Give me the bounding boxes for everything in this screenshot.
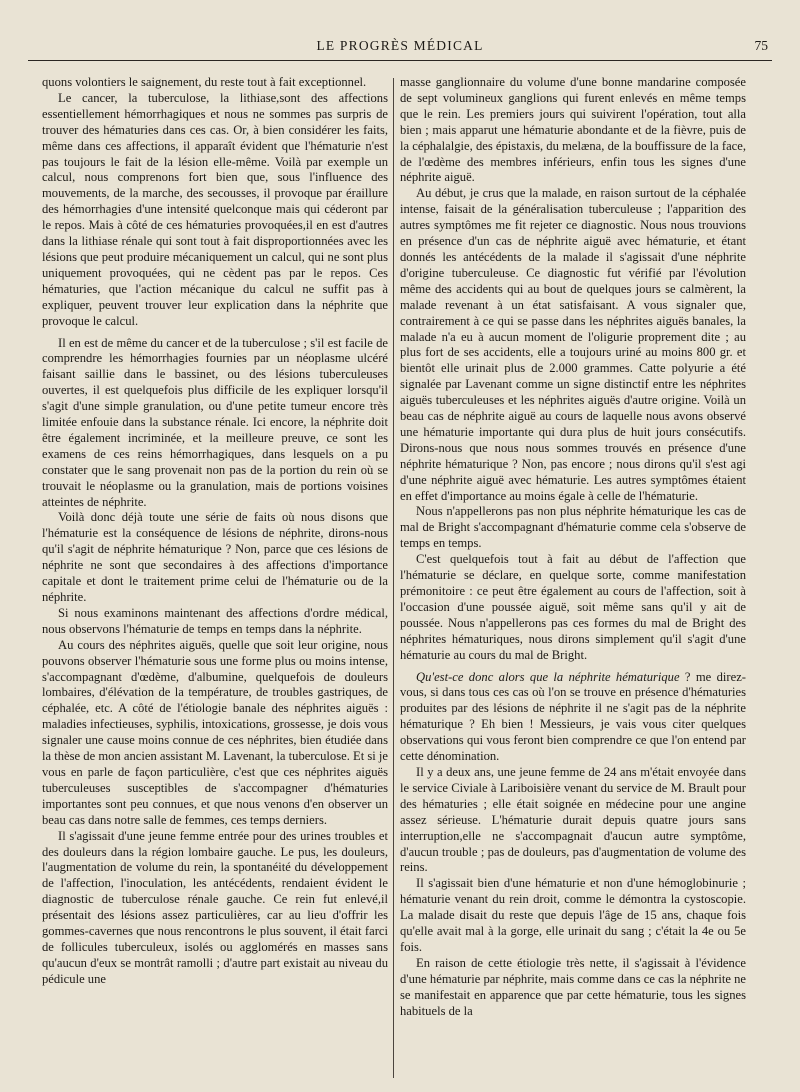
- paragraph: masse ganglionnaire du volume d'une bonne mandarine composée de sept volumineux ganglions qui furent enlevés en même temps que le rein. Les premiers jours qui suivirent l'opération, tout alla bien ; mais apparut une hématurie abondante et de la fièvre, puis de la céphalalgie, des épistaxis, du melæna, de la bouffissure de la face, de l'œdème des membres inférieurs, enfin tous les signes d'une néphrite aiguë.: [400, 75, 746, 185]
- right-column: [400, 75, 746, 1080]
- paragraph: Il y a deux ans, une jeune femme de 24 ans m'était envoyée dans le service Civiale à Lariboisière venant du service de M. Brault pour des hématuries ; elle était soignée en médecine pour une angine assez sérieuse. L'hématurie durait depuis quatre jours sans interruption,elle ne s'accompagnait d'aucun autre symptôme, d'aucun trouble ; pas de douleurs, pas d'augmentation de volume des reins.: [400, 764, 746, 875]
- paragraph: Voilà donc déjà toute une série de faits où nous disons que l'hématurie est la conséquence de lésions de néphrite, dirons-nous qu'il s'agit de néphrite hématurique ? Non, parce que ces lésions de néphrite ne sont que secondaires à des affections d'importance capitale et dont le traitement prime celui de l'hématurie ou de la néphrite.: [42, 510, 388, 604]
- journal-title: LE PROGRÈS MÉDICAL: [316, 38, 484, 53]
- paragraph-rest: ? me direz-vous, si dans tous ces cas où l'on se trouve en présence d'hématuries produites par des lésions de néphrite il ne s'agit pas de la néphrite hématurique ? Eh bien ! Messieurs, je vais vous citer quelques observations qui vous feront bien comprendre ce que l'on entend par cette dénomination.: [400, 669, 746, 764]
- paragraph: Au début, je crus que la malade, en raison surtout de la céphalée intense, faisait de la généralisation tuberculeuse ; l'apparition des autres symptômes me fit rejeter ce diagnostic. Nous nous trouvions en présence d'un cas de néphrite aiguë avec hématurie, et étant donnés les antécédents de la malade il s'agissait d'une néphrite d'origine tuberculeuse. Ce diagnostic fut vérifié par l'évolution même des accidents qui au bout de quelques jours se calmèrent, la malade revenant à un état satisfaisant. A vous signaler que, contrairement à ce qui se passe dans les néphrites aiguës banales, la malade n'a eu à aucun moment de l'oligurie proprement dite ; au plus fort de ses accidents, elle a toujours uriné au moins 800 gr. et bientôt elle urinait plus de 2.000 grammes. Catte polyurie a été signalée par Lavenant comme un signe distinctif entre les néphrites aiguës tuberculeuses et les néphrites aiguës d'autre origine. Voilà un beau cas de néphrite aiguë au cours de laquelle nous avons observé une hématurie importante qui dura plus de huit jours consécutifs. Dirons-nous que nous nous sommes trouvés en présence d'une néphrite hématurique ? Non, pas encore ; nous dirons qu'il s'est agi d'une néphrite aiguë avec hématurie. Les autres symptômes étaient en effet d'importance au moins égale à celle de l'hématurie.: [400, 186, 746, 503]
- paragraph: Il s'agissait d'une jeune femme entrée pour des urines troubles et des douleurs dans la région lombaire gauche. Le pus, les douleurs, l'augmentation de volume du rein, la spontanéité du développement de l'affection, l'inoculation, les antécédents, rendaient évident le diagnostic de tuberculose rénale gauche. Ce rein fut enlevé,il présentait des lésions assez particulières, car au lieu d'offrir les gommes-cavernes que nous rencontrons le plus souvent, il était farci de follicules tuberculeux, isolés ou agglomérés en masses sans qu'aucun d'eux se montrât ramolli ; d'autre part existait au niveau du pédicule une: [42, 828, 388, 986]
- italic-question: Qu'est-ce donc alors que la néphrite hématurique: [416, 669, 680, 684]
- paragraph: quons volontiers le saignement, du reste tout à fait exceptionnel.: [42, 75, 367, 89]
- paragraph: C'est quelquefois tout à fait au début de l'affection que l'hématurie se déclare, en quelque sorte, comme manifestation prémonitoire : ce peut être également au cours de l'affection, soit à l'occasion d'une poussée aiguë, soit même sans qu'il y ait de poussée. Nous n'appellerons pas ces formes du mal de Bright des néphrites hématuriques, nous dirons simplement qu'il s'agit d'une hématurie au cours du mal de Bright.: [400, 552, 746, 662]
- column-divider: [393, 78, 394, 1078]
- paragraph: [400, 670, 746, 765]
- paragraph: Il s'agissait bien d'une hématurie et non d'une hémoglobinurie ; hématurie venant du rein droit, comme le démontra la cystoscopie. La malade disait du reste que depuis l'âge de 15 ans, chaque fois qu'elle avait mal à la gorge, elle urinait du sang ; c'était la 4e ou 5e fois.: [400, 876, 746, 954]
- paragraph: Nous n'appellerons pas non plus néphrite hématurique les cas de mal de Bright s'accompagnant d'hématurie comme cela s'observe de temps en temps.: [400, 504, 746, 551]
- paragraph: En raison de cette étiologie très nette, il s'agissait à l'évidence d'une hématurie par néphrite, mais comme dans ce cas la néphrite ne se manifestait en apparence que par cette hématurie, tous les signes habituels de la: [400, 955, 746, 1018]
- paragraph: Il en est de même du cancer et de la tuberculose ; s'il est facile de comprendre les hémorrhagies fournies par un néoplasme ulcéré faisant saillie dans le bassinet, ou des lésions tuberculeuses ouvertes, il est quelquefois plus difficile de les expliquer lorsqu'il s'agit d'une simple granulation, ou d'une petite tumeur encore très limitée enfouie dans la substance rénale. Ici encore, la néphrite doit être également incriminée, et la meilleure preuve, ce sont les examens de ces reins hémorrhagiques, dans lesquels on a pu constater que le sang provenait non pas de la portion du rein où se trouvait le néoplasme ou la granulation, mais de portions voisines atteintes de néphrite.: [42, 335, 388, 509]
- running-header: [28, 38, 772, 61]
- left-column: [42, 75, 388, 1080]
- page-number: 75: [754, 38, 768, 53]
- paragraph: Si nous examinons maintenant des affections d'ordre médical, nous observons l'hématurie de temps en temps dans la néphrite.: [42, 605, 388, 636]
- paragraph: Le cancer, la tuberculose, la lithiase,sont des affections essentiellement hémorrhagiques et nous ne sommes pas surpris de trouver des hématuries dans ces cas. Or, à bien considérer les faits, même dans ces affections, il apparaît évident que l'hématurie n'est pas toujours le fait de la lésion elle-même. Voilà par exemple un calcul, nous comprenons fort bien que, sous l'influence des mouvements, de la marche, des secousses, il provoque par éraillure des hémorrhagies d'une intensité quelconque mais qui céderont par le repos. Mais à côté de ces hématuries provoquées,il en est d'autres dans la lithiase rénale qui sont tout à fait disproportionnées avec les lésions que peut produire mécaniquement un calcul, qui ne sont plus uniquement provoquées, qui ne cèdent pas par le repos. Ces hématuries, que l'action mécanique du calcul ne suffit pas à expliquer, peuvent trouver leur explication dans la néphrite que provoque le calcul.: [42, 90, 388, 328]
- paragraph: Au cours des néphrites aiguës, quelle que soit leur origine, nous pouvons observer l'hématurie sous une forme plus ou moins intense, s'accompagnant d'œdème, d'albumine, quelquefois de douleurs lombaires, d'élévation de la température, de troubles gastriques, de céphalée, etc. A côté de l'étiologie banale des néphrites aiguës : maladies infectieuses, syphilis, intoxications, grossesse, je dois vous signaler une cause moins connue de ces néphrites, bien étudiée dans la thèse de mon ancien assistant M. Lavenant, la tuberculose. Et si je vous en parle de façon particulière, c'est que ces néphrites aiguës tuberculeuses susceptibles de s'accompagner d'hématuries importantes sont peu connues, et que nous venons d'en observer un beau cas dans notre salle de femmes, ces temps derniers.: [42, 637, 388, 827]
